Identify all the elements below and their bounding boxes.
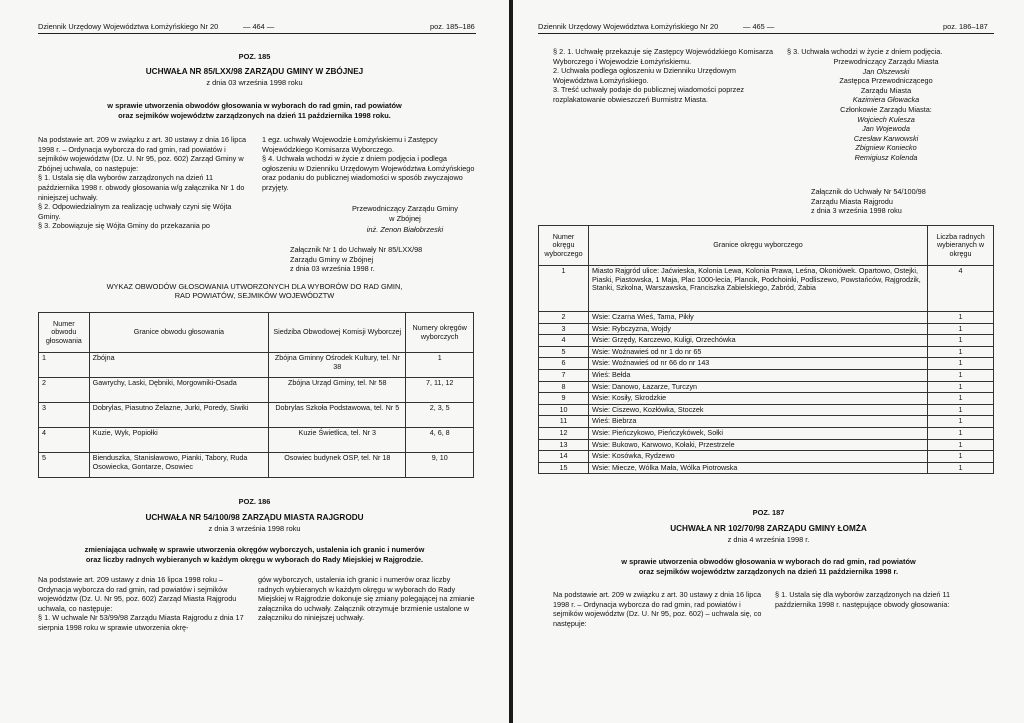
table-row	[539, 312, 994, 324]
annex-line: z dnia 03 września 1998 r.	[290, 264, 375, 274]
table-cell: Wsie: Czarna Wieś, Tama, Pikły	[588, 312, 927, 324]
column-header: Numer obwodu głosowania	[39, 313, 90, 353]
table-row	[539, 266, 994, 312]
table-cell: Wsie: Grzędy, Karczewo, Kuligi, Orzechówka	[588, 335, 927, 347]
header-position: poz. 185–186	[430, 22, 475, 31]
poz-186-annex-reference	[811, 187, 991, 216]
table-cell: Wieś: Bełda	[588, 369, 927, 381]
annex-line: z dnia 3 września 1998 roku	[811, 206, 902, 216]
table-header-row	[539, 226, 994, 266]
poz-185-column-2	[262, 135, 476, 193]
table-cell: 4, 6, 8	[406, 428, 474, 453]
poz-185-signature-place: w Zbójnej	[389, 214, 421, 223]
poz-186-number: POZ. 186	[238, 497, 271, 506]
table-cell: 8	[539, 381, 589, 393]
poz-185-column-1	[38, 135, 254, 231]
table-cell: 6	[539, 358, 589, 370]
poz-185-title: UCHWAŁA NR 85/LXX/98 ZARZĄDU GMINY W ZBÓJNEJ	[145, 67, 364, 76]
table-cell: 1	[928, 381, 994, 393]
column-header: Liczba radnych wybieranych w okręgu	[928, 226, 994, 266]
table-cell: Wsie: Woźnawieś od nr 1 do nr 65	[588, 346, 927, 358]
poz-185-subject-line2: oraz sejmików województw zarządzonych na dzień 11 października 1998 roku.	[118, 111, 391, 120]
poz-185-list-title-line2: RAD POWIATÓW, SEJMIKÓW WOJEWÓDZTW	[174, 291, 335, 300]
table-cell: 15	[539, 462, 589, 474]
poz-187-date: z dnia 4 września 1998 r.	[727, 535, 810, 544]
left-page	[0, 0, 509, 723]
table-cell: 11	[539, 416, 589, 428]
table-row	[539, 439, 994, 451]
table-cell: Wsie: Kosiły, Skrodzkie	[588, 393, 927, 405]
table-cell: 1	[928, 462, 994, 474]
header-title: Dziennik Urzędowy Województwa Łomżyńskiego Nr 20	[38, 22, 219, 31]
table-cell: 5	[539, 346, 589, 358]
table-cell: 1	[928, 393, 994, 405]
signature-name: Jan Olszewski	[862, 66, 910, 76]
table-row	[539, 393, 994, 405]
table-cell: Kuzie Świetlica, tel. Nr 3	[269, 428, 406, 453]
table-cell: Wsie: Woźnawieś od nr 66 do nr 143	[588, 358, 927, 370]
poz-186-column-2	[258, 575, 476, 623]
table-cell: 1	[928, 416, 994, 428]
header-title: Dziennik Urzędowy Województwa Łomżyńskiego Nr 20	[538, 22, 719, 31]
poz-186-subject-line1: zmieniająca uchwałę w sprawie utworzenia okręgów wyborczych, ustalenia ich granic i numerów	[84, 545, 425, 554]
table-cell: 1	[406, 353, 474, 378]
table-cell: 1	[928, 312, 994, 324]
poz-187-column-2: § 1. Ustala się dla wyborów zarządzonych na dzień 11 października 1998 r. następujące obwody głosowania:	[775, 590, 951, 609]
table-cell: 1	[928, 323, 994, 335]
column-header: Numery okręgów wyborczych	[406, 313, 474, 353]
table-cell: 4	[928, 266, 994, 312]
poz-187-subject-line2: oraz sejmików województw zarządzonych na dzień 11 października 1998 r.	[638, 567, 899, 576]
poz-185-number: POZ. 185	[238, 52, 271, 61]
table-cell: Wsie: Ciszewo, Kozłówka, Stoczek	[588, 404, 927, 416]
table-row	[539, 451, 994, 463]
table-cell: Dobrylas, Piasutno Żelazne, Jurki, Poredy, Siwiki	[89, 403, 268, 428]
table-cell: Wsie: Miecze, Wólka Mała, Wólka Piotrowska	[588, 462, 927, 474]
header-page-number: — 465 —	[743, 22, 775, 31]
table-cell: Zbójna	[89, 353, 268, 378]
table-cell: 4	[539, 335, 589, 347]
poz-186-title: UCHWAŁA NR 54/100/98 ZARZĄDU MIASTA RAJGRODU	[145, 513, 364, 522]
table-cell: Wsie: Pieńczykowo, Pieńczykówek, Sołki	[588, 427, 927, 439]
annex-line: Zarządu Miasta Rajgrodu	[811, 196, 893, 206]
column-header: Granice okręgu wyborczego	[588, 226, 927, 266]
column-header: Granice obwodu głosowania	[89, 313, 268, 353]
paragraph: § 2. Odpowiedzialnym za realizację uchwały czyni się Wójta Gminy.	[38, 202, 232, 221]
poz-187-subject-line1: w sprawie utworzenia obwodów głosowania w wyborach do rad gmin, rad powiatów	[621, 557, 916, 566]
signature-name: Czesław Karwowski	[853, 133, 919, 143]
table-row	[39, 428, 474, 453]
table-cell: Wsie: Rybczyzna, Wojdy	[588, 323, 927, 335]
paragraph: § 3. Zobowiązuje się Wójta Gminy do przekazania po	[38, 221, 210, 231]
table-row	[539, 462, 994, 474]
signature-line: Zarządu Miasta	[860, 85, 912, 95]
table-cell: Miasto Rajgród ulice: Jaćwieska, Kolonia Lewa, Kolonia Prawa, Leśna, Okoniówek. Opartowo, Ostejki, Piaski, Piastowska, 1 Maja, Plac 1000-lecia, Plancik, Podchoinki, Podliszewo, Powstańców, Rajgrodzik, Stanki, Szkolna, Warszawska, Franciszka Zabielskiego, Zabród, Żabia	[588, 266, 927, 312]
poz-186-column-1	[38, 575, 248, 633]
table-cell: 1	[928, 369, 994, 381]
poz-186-date: z dnia 3 września 1998 roku	[208, 524, 301, 533]
table-cell: 5	[39, 453, 90, 478]
poz-186-subject-line2: oraz liczby radnych wybieranych w każdym okręgu w wyborach do Rady Miejskiej w Rajgrodzie.	[85, 555, 424, 564]
header-rule	[538, 33, 994, 34]
table-cell: Gawrychy, Laski, Dębniki, Morgowniki-Osada	[89, 378, 268, 403]
signature-name: Remigiusz Kolenda	[854, 152, 918, 162]
poz-185-signature-role: Przewodniczący Zarządu Gminy	[352, 204, 458, 213]
table-cell: 1	[539, 266, 589, 312]
table-row	[539, 335, 994, 347]
table-cell: 1	[928, 358, 994, 370]
table-row	[39, 403, 474, 428]
table-row	[539, 323, 994, 335]
table-cell: 9, 10	[406, 453, 474, 478]
signature-name: Jan Wojewoda	[862, 124, 910, 134]
paragraph: Na podstawie art. 209 w związku z art. 30 ustawy z dnia 16 lipca 1998 r. – Ordynacja wyborcza do rad gmin, rad powiatów i sejmików województw (Dz. U. Nr 95, poz. 602) Zarząd Gminy w Zbójnej uchwala, co następuje:	[38, 135, 247, 173]
table-row	[39, 378, 474, 403]
poz-185-date: z dnia 03 września 1998 roku	[206, 78, 303, 87]
table-row	[539, 427, 994, 439]
table-row	[539, 369, 994, 381]
poz-187-title: UCHWAŁA NR 102/70/98 ZARZĄDU GMINY ŁOMŻA	[670, 524, 867, 533]
signature-line: Przewodniczący Zarządu Miasta	[833, 57, 939, 66]
poz-186-continuation-column	[553, 47, 775, 105]
table-cell: Zbójna Gminny Ośrodek Kultury, tel. Nr 38	[269, 353, 406, 378]
table-cell: 7, 11, 12	[406, 378, 474, 403]
signature-line: Członkowie Zarządu Miasta:	[840, 104, 932, 114]
paragraph: gów wyborczych, ustalenia ich granic i numerów oraz liczby radnych wybieranych w każdym okręgu w wyborach do Rady Miejskiej w Rajgrodzie dokonuje się zmiany polegającej na zmianie załącznika do uchwały. Załącznik otrzymuje brzmienie ustalone w załączniku do niniejszej uchwały.	[258, 575, 475, 623]
table-cell: Kuzie, Wyk, Popiołki	[89, 428, 268, 453]
table-cell: 1	[928, 346, 994, 358]
table-cell: Osowiec budynek OSP, tel. Nr 18	[269, 453, 406, 478]
poz-185-signature-name: inż. Zenon Białobrzeski	[366, 225, 444, 234]
table-cell: 12	[539, 427, 589, 439]
signature-name: Zbigniew Koniecko	[855, 143, 917, 153]
table-cell: 1	[928, 427, 994, 439]
table-cell: 1	[928, 404, 994, 416]
table-cell: 9	[539, 393, 589, 405]
table-cell: 1	[928, 451, 994, 463]
annex-line: Zarządu Gminy w Zbójnej	[290, 254, 374, 264]
table-cell: Wieś: Biebrza	[588, 416, 927, 428]
paragraph: § 1. W uchwale Nr 53/99/98 Zarządu Miasta Rajgrodu z dnia 17 sierpnia 1998 roku w sprawie utworzenia okrę-	[38, 613, 244, 632]
table-cell: 2	[39, 378, 90, 403]
table-cell: 1	[928, 335, 994, 347]
table-cell: 10	[539, 404, 589, 416]
paragraph: 3. Treść uchwały podaje do publicznej wiadomości poprzez rozplakatowanie obwieszczeń Burmistrz Miasta.	[553, 85, 745, 104]
column-header: Siedziba Obwodowej Komisji Wyborczej	[269, 313, 406, 353]
poz-185-districts-table	[38, 312, 474, 478]
poz-185-annex-reference	[290, 245, 490, 274]
table-cell: Wsie: Danowo, Łazarze, Turczyn	[588, 381, 927, 393]
paragraph: § 1. Ustala się dla wyborów zarządzonych na dzień 11 października 1998 r. obwody głosowania w/g załącznika Nr 1 do niniejszej uchwały.	[38, 173, 245, 202]
table-row	[539, 404, 994, 416]
poz-185-list-title-line1: WYKAZ OBWODÓW GŁOSOWANIA UTWORZONYCH DLA WYBORÓW DO RAD GMIN,	[106, 282, 403, 291]
annex-line: Załącznik do Uchwały Nr 54/100/98	[811, 187, 926, 196]
table-row	[539, 358, 994, 370]
table-cell: Zbójna Urząd Gminy, tel. Nr 58	[269, 378, 406, 403]
right-page	[513, 0, 1024, 723]
signature-name: Wojciech Kulesza	[857, 114, 915, 124]
table-row	[539, 416, 994, 428]
paragraph: § 4. Uchwała wchodzi w życie z dniem podjęcia i podlega ogłoszeniu w Dzienniku Urzędowym Województwa Łomżyńskiego oraz podaniu do publicznej wiadomości w sposób zwyczajowo przyjęty.	[262, 154, 475, 192]
annex-line: Załącznik Nr 1 do Uchwały Nr 85/LXX/98	[290, 245, 423, 254]
poz-187-number: POZ. 187	[752, 508, 785, 517]
poz-186-signatures	[801, 57, 971, 163]
table-cell: 1	[39, 353, 90, 378]
paragraph: 1 egz. uchwały Wojewodzie Łomżyńskiemu i Zastępcy Wojewódzkiego Komisarza Wyborczego.	[262, 135, 438, 154]
paragraph: § 2. 1. Uchwałę przekazuje się Zastępcy Wojewódzkiego Komisarza Wyborczego i Wojewodzie Łomżyńskiemu.	[553, 47, 774, 66]
table-cell: 4	[39, 428, 90, 453]
column-header: Numer okręgu wyborczego	[539, 226, 589, 266]
header-page-number: — 464 —	[243, 22, 275, 31]
table-cell: 3	[39, 403, 90, 428]
table-cell: Wsie: Bukowo, Karwowo, Kołaki, Przestrzele	[588, 439, 927, 451]
paragraph: 2. Uchwała podlega ogłoszeniu w Dzienniku Urzędowym Województwa Łomżyńskiego.	[553, 66, 736, 85]
signature-name: Kazimiera Głowacka	[852, 95, 920, 105]
table-cell: 13	[539, 439, 589, 451]
table-row	[39, 353, 474, 378]
table-cell: 1	[928, 439, 994, 451]
signature-line: Zastępca Przewodniczącego	[839, 76, 933, 86]
poz-187-column-1: Na podstawie art. 209 w związku z art. 30 ustawy z dnia 16 lipca 1998 r. – Ordynacja wyborcza do rad gmin, rad powiatów i sejmików województw (Dz. U. Nr 95, poz. 602) – uchwala się, co następuje:	[553, 590, 762, 628]
table-cell: Wsie: Kosówka, Rydzewo	[588, 451, 927, 463]
table-cell: 14	[539, 451, 589, 463]
poz-186-entry-into-force: § 3. Uchwała wchodzi w życie z dniem podjęcia.	[787, 47, 943, 56]
table-row	[539, 381, 994, 393]
table-cell: 3	[539, 323, 589, 335]
paragraph: Na podstawie art. 209 ustawy z dnia 16 lipca 1998 roku – Ordynacja wyborcza do rad gmin, rad powiatów i sejmików województw (Dz. U. Nr 95, poz. 602) Zarząd Miasta Rajgrodu uchwala, co następuje:	[38, 575, 237, 613]
table-cell: Bienduszka, Stanisławowo, Pianki, Tabory, Ruda Osowiecka, Gontarze, Osowiec	[89, 453, 268, 478]
table-row	[539, 346, 994, 358]
table-cell: 2	[539, 312, 589, 324]
poz-185-subject-line1: w sprawie utworzenia obwodów głosowania w wyborach do rad gmin, rad powiatów	[107, 101, 402, 110]
table-cell: Dobrylas Szkoła Podstawowa, tel. Nr 5	[269, 403, 406, 428]
header-position: poz. 186–187	[943, 22, 988, 31]
poz-186-constituencies-table	[538, 225, 994, 474]
table-header-row	[39, 313, 474, 353]
table-row	[39, 453, 474, 478]
table-cell: 2, 3, 5	[406, 403, 474, 428]
table-cell: 7	[539, 369, 589, 381]
header-rule	[38, 33, 476, 34]
